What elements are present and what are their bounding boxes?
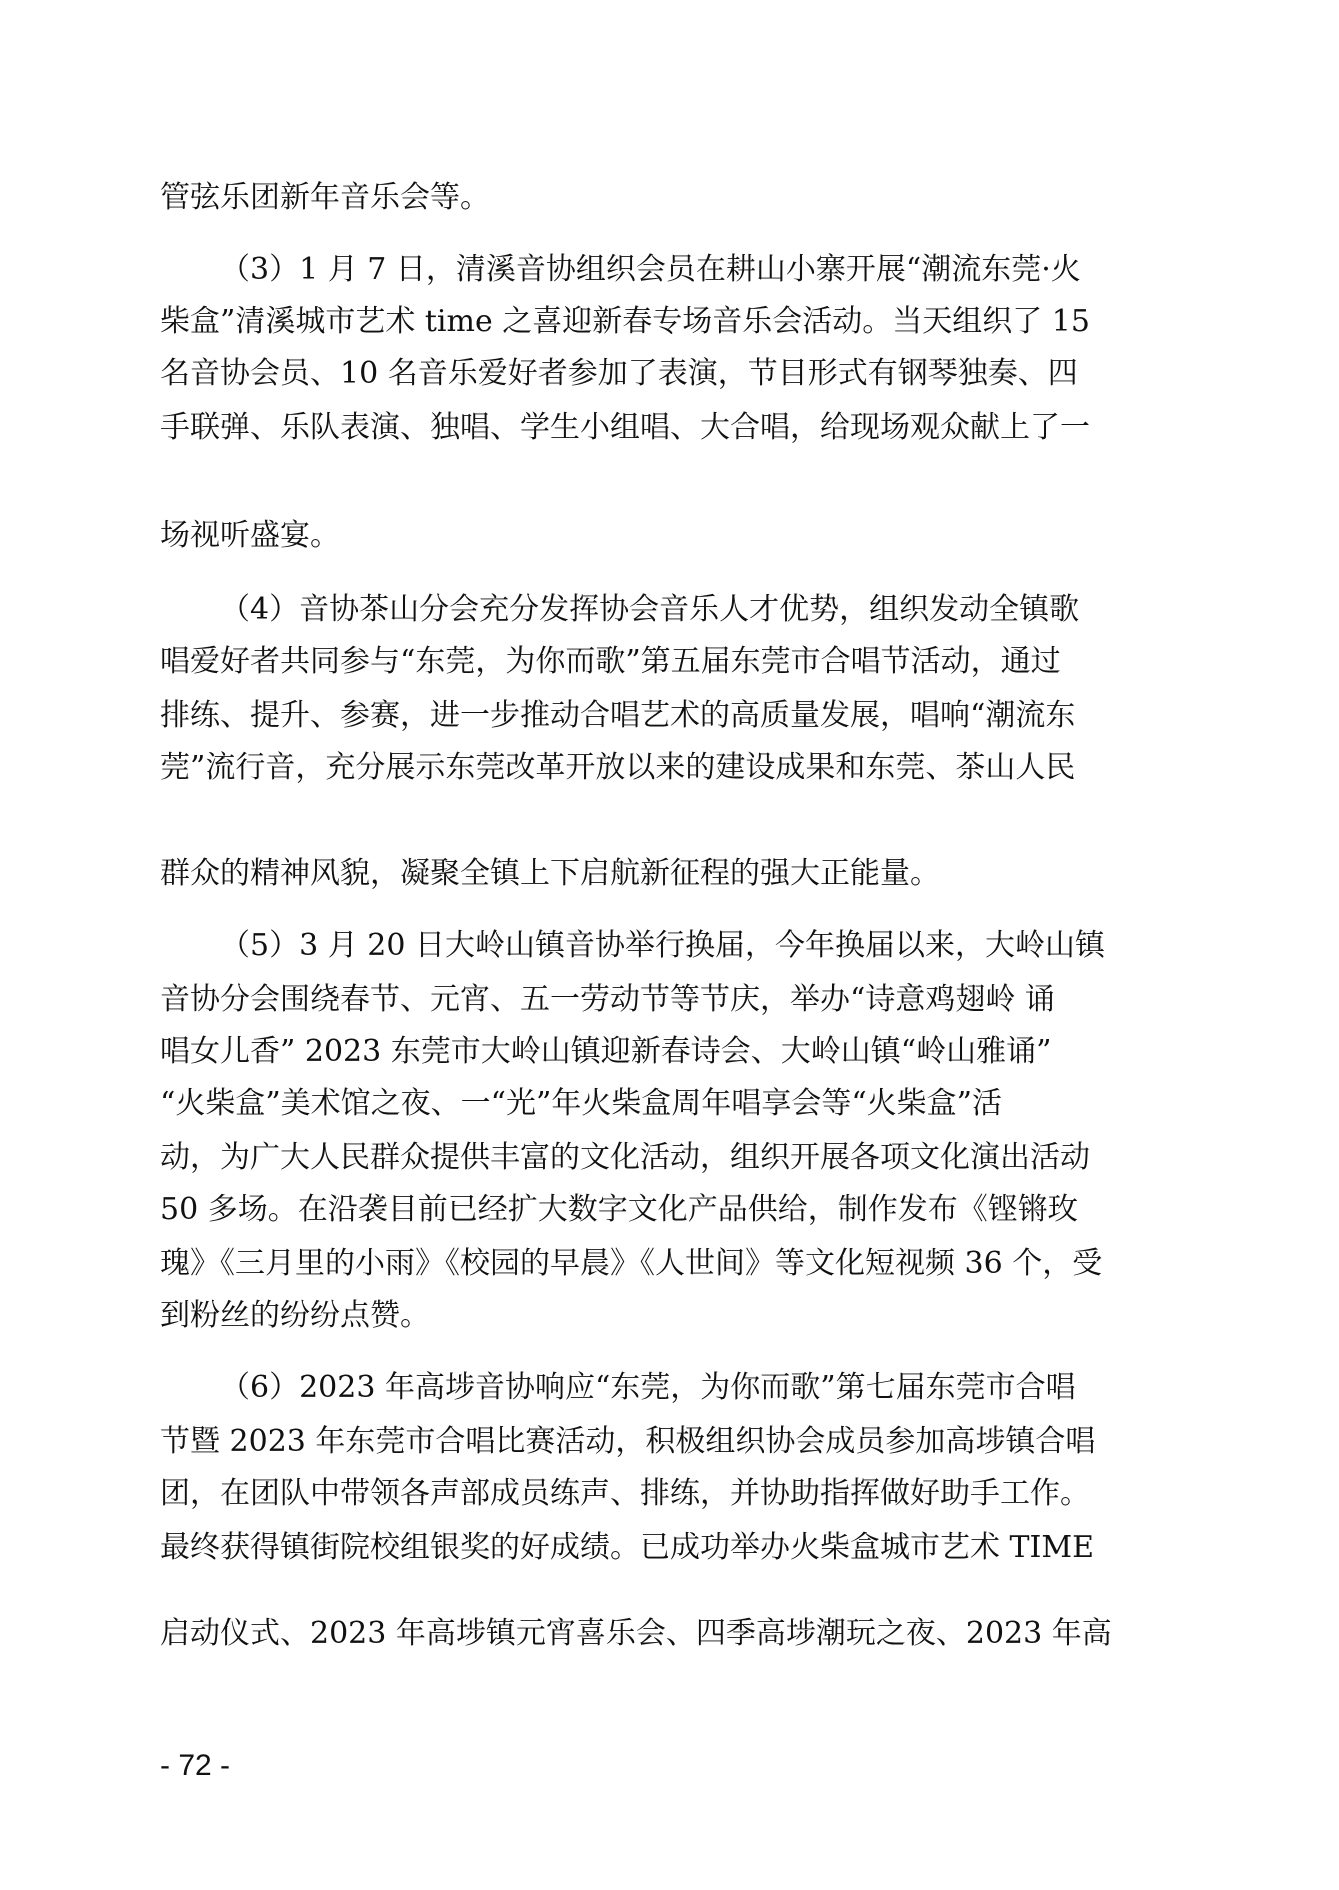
paragraph-3-first-line: （3）1 月 7 日，清溪音协组织会员在耕山小寨开展“潮流东莞·火 <box>220 252 1081 287</box>
text-line: 唱女儿香” 2023 东莞市大岭山镇迎新春诗会、大岭山镇“岭山雅诵” <box>160 1034 1052 1069</box>
paragraph-4-first-line: （4）音协茶山分会充分发挥协会音乐人才优势，组织发动全镇歌 <box>220 592 1080 627</box>
text-line: 管弦乐团新年音乐会等。 <box>160 180 490 215</box>
text-line: 50 多场。在沿袭目前已经扩大数字文化产品供给，制作发布《铿锵玫 <box>160 1192 1078 1227</box>
text-line: 动，为广大人民群众提供丰富的文化活动，组织开展各项文化演出活动 <box>160 1140 1090 1175</box>
text-line: 排练、提升、参赛，进一步推动合唱艺术的高质量发展，唱响“潮流东 <box>160 698 1076 733</box>
text-line: 莞”流行音，充分展示东莞改革开放以来的建设成果和东莞、茶山人民 <box>160 750 1076 785</box>
text-line: 场视听盛宴。 <box>160 518 340 553</box>
text-line: 音协分会围绕春节、元宵、五一劳动节等节庆，举办“诗意鸡翅岭 诵 <box>160 982 1055 1017</box>
paragraph-6-first-line: （6）2023 年高埗音协响应“东莞，为你而歌”第七届东莞市合唱 <box>220 1370 1076 1405</box>
text-line: 最终获得镇街院校组银奖的好成绩。已成功举办火柴盒城市艺术 TIME <box>160 1530 1095 1565</box>
text-line: 名音协会员、10 名音乐爱好者参加了表演，节目形式有钢琴独奏、四 <box>160 356 1078 391</box>
paragraph-5-first-line: （5）3 月 20 日大岭山镇音协举行换届，今年换届以来，大岭山镇 <box>220 928 1105 963</box>
text-line: 团，在团队中带领各声部成员练声、排练，并协助指挥做好助手工作。 <box>160 1476 1090 1511</box>
text-line: 柴盒”清溪城市艺术 time 之喜迎新春专场音乐会活动。当天组织了 15 <box>160 304 1090 339</box>
text-line: 到粉丝的纷纷点赞。 <box>160 1298 430 1333</box>
text-line: 群众的精神风貌，凝聚全镇上下启航新征程的强大正能量。 <box>160 856 940 891</box>
text-line: “火柴盒”美术馆之夜、一“光”年火柴盒周年唱享会等“火柴盒”活 <box>160 1086 1003 1121</box>
text-line: 手联弹、乐队表演、独唱、学生小组唱、大合唱，给现场观众献上了一 <box>160 410 1090 445</box>
text-line: 节暨 2023 年东莞市合唱比赛活动，积极组织协会成员参加高埗镇合唱 <box>160 1424 1096 1459</box>
text-line: 唱爱好者共同参与“东莞，为你而歌”第五届东莞市合唱节活动，通过 <box>160 644 1061 679</box>
text-line: 启动仪式、2023 年高埗镇元宵喜乐会、四季高埗潮玩之夜、2023 年高 <box>160 1616 1112 1651</box>
page-number: - 72 - <box>160 1749 231 1782</box>
text-line: 瑰》《三月里的小雨》《校园的早晨》《人世间》等文化短视频 36 个，受 <box>160 1246 1103 1281</box>
